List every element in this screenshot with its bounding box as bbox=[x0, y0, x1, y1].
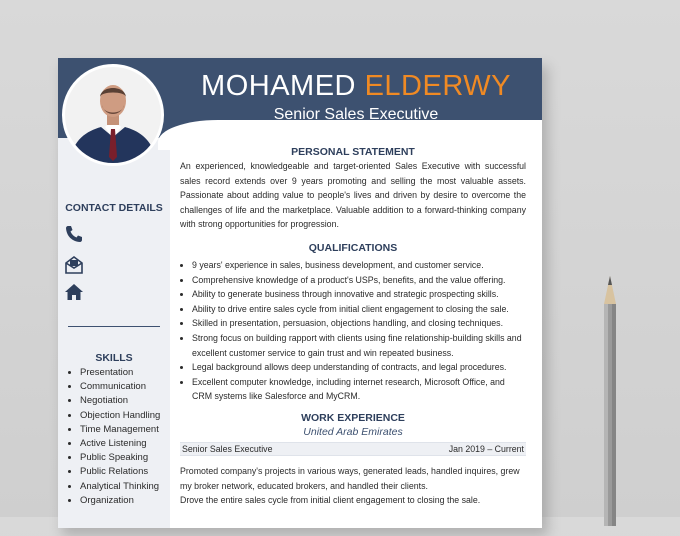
main-content bbox=[180, 146, 526, 508]
phone-icon bbox=[64, 224, 84, 244]
skill-item: • Active Listening bbox=[80, 437, 160, 451]
email-icon bbox=[64, 255, 84, 275]
skill-item: • Communication bbox=[80, 380, 160, 394]
skill-item: • Public Speaking bbox=[80, 451, 160, 465]
qualification-item: • 9 years' experience in sales, business development, and customer service. bbox=[192, 258, 526, 273]
qualification-item: • Ability to drive entire sales cycle from initial client engagement to closing the sale. bbox=[192, 302, 526, 317]
skill-item: • Presentation bbox=[80, 366, 160, 380]
skills-heading: SKILLS bbox=[95, 352, 133, 364]
qualification-item: • Strong focus on building rapport with clients using fine relationship-building skills and excellent customer service to gain trust and win repeated business. bbox=[192, 331, 526, 360]
qualification-item: • Skilled in presentation, persuasion, objections handling, and closing techniques. bbox=[192, 316, 526, 331]
personal-statement-text: An experienced, knowledgeable and target-oriented Sales Executive with successful sales record extends over 9 years promoting and selling the most valuable assets. Passionate about adding value to people's lives and driven by desire to overcome the challenges of life and the marketplace. Valuable addition to a forward-thinking company with strong opportunities for progression. bbox=[180, 161, 526, 230]
home-icon bbox=[64, 282, 84, 302]
work-location: United Arab Emirates bbox=[303, 425, 403, 438]
job-title-heading: Senior Sales Executive bbox=[273, 106, 439, 123]
skill-item: • Public Relations bbox=[80, 465, 160, 479]
qualifications-heading: QUALIFICATIONS bbox=[308, 241, 398, 254]
work-line: Promoted company's projects in various ways, generated leads, handled inquires, grew my broker network, educated brokers, and handled their clients. bbox=[180, 465, 520, 491]
qualifications-list bbox=[180, 258, 526, 404]
first-name: MOHAMED bbox=[201, 70, 356, 102]
qualification-item: • Excellent computer knowledge, including internet research, Microsoft Office, and CRM systems like Salesforce and MyCRM. bbox=[192, 375, 526, 404]
job-dates: Jan 2019 – Current bbox=[448, 443, 524, 454]
resume-page bbox=[58, 58, 542, 528]
skill-item: • Time Management bbox=[80, 423, 160, 437]
skill-item: • Negotiation bbox=[80, 394, 160, 408]
profile-photo bbox=[62, 64, 164, 166]
candidate-name bbox=[170, 70, 542, 103]
qualification-item: • Legal background allows deep understanding of contracts, and legal procedures. bbox=[192, 360, 526, 375]
contact-details-heading: CONTACT DETAILS bbox=[65, 202, 163, 214]
qualification-item: • Comprehensive knowledge of a product's USPs, benefits, and the value offering. bbox=[192, 273, 526, 288]
work-line: Drove the entire sales cycle from initial client engagement to closing the sale. bbox=[180, 495, 481, 506]
work-experience-heading: WORK EXPERIENCE bbox=[301, 411, 405, 424]
job-title: Senior Sales Executive bbox=[182, 443, 273, 454]
qualification-item: • Ability to generate business through innovative and strategic prospecting skills. bbox=[192, 287, 526, 302]
skill-item: • Analytical Thinking bbox=[80, 480, 160, 494]
sidebar-divider bbox=[68, 326, 160, 327]
skills-list bbox=[68, 366, 160, 508]
profile-photo-image bbox=[65, 67, 161, 163]
skill-item: • Objection Handling bbox=[80, 409, 160, 423]
job-row bbox=[180, 442, 526, 456]
pencil-decoration bbox=[601, 276, 619, 526]
work-description bbox=[180, 464, 526, 508]
last-name: ELDERWY bbox=[364, 70, 511, 102]
skill-item: • Organization bbox=[80, 494, 160, 508]
personal-statement-heading: PERSONAL STATEMENT bbox=[291, 146, 415, 158]
